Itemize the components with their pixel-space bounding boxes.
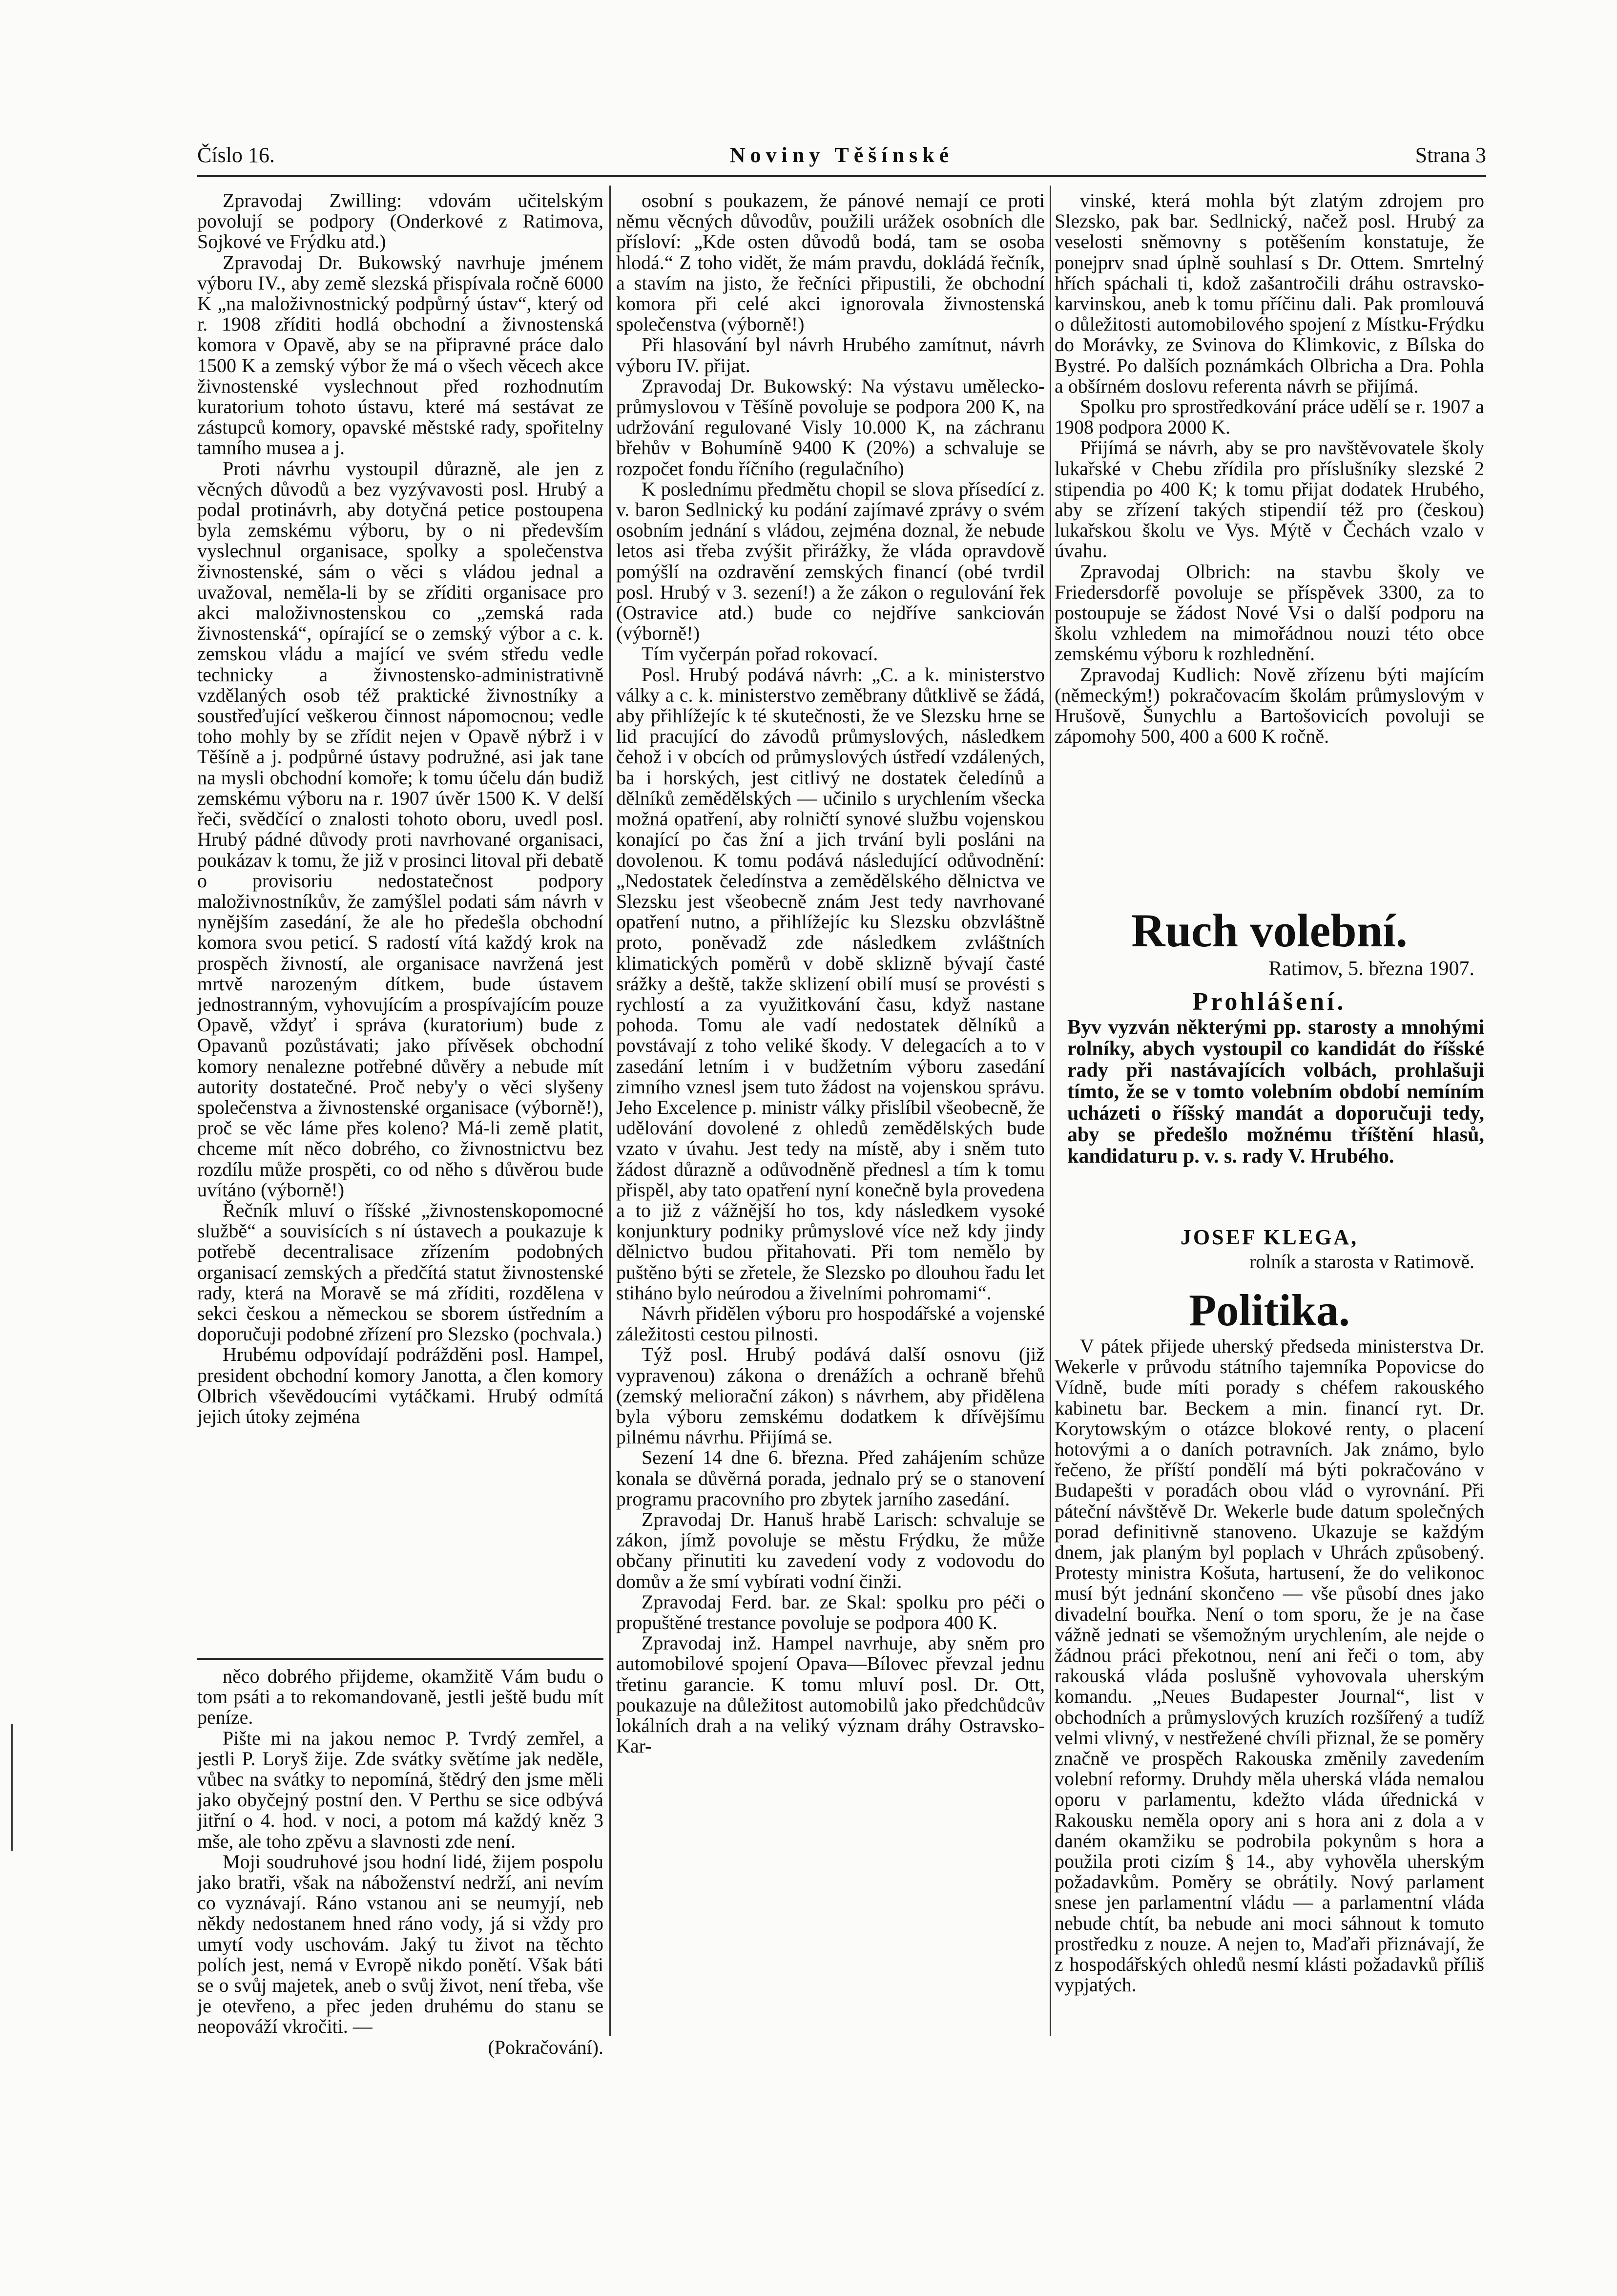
paragraph: Zpravodaj Dr. Bukowský: Na výstavu umělecko-průmyslovou v Těšíně povoluje se podpora 200 K, na udržování regulované Visly 10.000 K, na záchranu břehův v Bohumíně 9400 K (20%) a schvaluje se rozpočet fondu říčního (regulačního) bbox=[616, 375, 1045, 480]
paragraph: Zpravodaj Ferd. bar. ze Skal: spolku pro péči o propuštěné trestance povoluje se podpora 400 K. bbox=[616, 1590, 1045, 1634]
paragraph: Sezení 14 dne 6. března. Před zahájením schůze konala se důvěrná porada, jednalo prý se o stanovení programu pracovního pro zbytek jarního zasedání. bbox=[616, 1446, 1045, 1510]
paragraph: Přijímá se návrh, aby se pro navštěvovatele školy lukařské v Chebu zřídila pro příslušníky slezské 2 stipendia po 400 K; k tomu přijat dodatek Hrubého, aby se zřízení takých stipendií též pro (českou) lukařskou školu ve Vys. Mýtě v Čechách vzalo v úvahu. bbox=[1055, 437, 1484, 562]
signer-name: JOSEF KLEGA, bbox=[1180, 1225, 1359, 1249]
paragraph: Zpravodaj Olbrich: na stavbu školy ve Friedersdorfě povoluje se příspěvek 3300, za to postoupuje se žádost Nové Vsi o další podporu na školu vzhledem na mimořádnou nouzi této obce zemskému výboru k rozhlednění. bbox=[1055, 560, 1484, 665]
paragraph: Zpravodaj inž. Hampel navrhuje, aby sněm pro automobilové spojení Opava—Bílovec převzal jednu třetinu garancie. K tomu mluví posl. Dr. Ott, poukazuje na důležitost automobilů jako předchůdcův lokálních drah a na veliký význam dráhy Ostravsko-Kar- bbox=[616, 1632, 1045, 1757]
margin-mark bbox=[11, 1724, 13, 1851]
paragraph: Při hlasování byl návrh Hrubého zamítnut, návrh výboru IV. přijat. bbox=[616, 334, 1045, 376]
issue-number: Číslo 16. bbox=[197, 143, 275, 167]
column-divider-1 bbox=[609, 186, 611, 2036]
paragraph: Zpravodaj Zwilling: vdovám učitelským povolují se podpory (Onderkové z Ratimova, Sojkové ve Frýdku atd.) bbox=[197, 189, 603, 253]
paragraph: Řečník mluví o říšské „živnostenskopomocné službě“ a souvisících s ní ústavech a poukazuje k potřebě decentralisace zřízením podobných organisací zemských a předčítá statut živnostenské rady, která na Moravě se má zříditi, rozdělena v sekci českou a německou se sborem ústředním a doporučuji podobné zřízení pro Slezsko (pochvala.) bbox=[197, 1199, 603, 1345]
prohlaseni-text: Byv vyzván některými pp. starosty a mnohými rolníky, abych vystoupil co kandidát do říšské rady při nastávajících volbách, prohlašuji tímto, že se v tomto volebním období nemíním ucházeti o říšský mandát a doporučuji tedy, aby se předešlo možnému tříštění hlasů, kandidaturu p. v. s. rady V. Hrubého. bbox=[1067, 1016, 1484, 1168]
ruch-volebni-heading: Ruch volební. bbox=[1131, 904, 1408, 957]
paragraph: Návrh přidělen výboru pro hospodářské a vojenské záležitosti cestou pilnosti. bbox=[616, 1302, 1045, 1345]
paragraph: K poslednímu předmětu chopil se slova přísedící z. v. baron Sedlnický ku podání zajímavé zprávy o svém osobním jednání s vládou, zejména doznal, že nebude letos asi třeba zvýšit přirážky, že vláda opravdově pomýšlí na ozdravění zemských financí (obé tvrdil posl. Hrubý v 3. sezení!) a že zákon o regulování řek (Ostravice atd.) bude co nejdříve sankciován (výborně!) bbox=[616, 478, 1045, 645]
paragraph: osobní s poukazem, že pánové nemají ce proti němu věcných důvodův, použili urážek osobních dle přísloví: „Kde osten důvodů bodá, tam se osoba hlodá.“ Z toho vidět, že mám pravdu, dokládá řečník, a stavím na jisto, že řečníci připustili, že obchodní komora při celé akci ignorovala živnostenská společenstva (výborně!) bbox=[616, 189, 1045, 335]
paragraph: Zpravodaj Dr. Bukowský navrhuje jménem výboru IV., aby země slezská přispívala ročně 6000 K „na maloživnostnický podpůrný ústav“, který od r. 1908 zříditi hodlá obchodní a živnostenská komora v Opavě, aby se na připravné práce dalo 1500 K a zemský výbor že má o všech věcech akce živnostenské vyslechnout před rozhodnutím kuratorium tohoto ústavu, které má sestávat ze zástupců komory, opavské městské rady, spořitelny tamního musea a j. bbox=[197, 251, 603, 459]
paragraph: Proti návrhu vystoupil důrazně, ale jen z věcných důvodů a bez vyzývavosti posl. Hrubý a podal protinávrh, aby dotyčná petice postoupena byla zemskému výboru, by o ni především vyslechnul organisace, spolky a společenstva živnostenské, sám o věci s vládou jednal a uvažoval, neměla-li by se zříditi organisace pro akci maloživnostenskou co „zemská rada živnostenská“, opírající se o zemský výbor a c. k. zemskou vládu a mající ve svém středu vedle technicky a živnostensko-administrativně vzdělaných osob též praktické živnostníky a soustřeďující veškerou činnost nápomocnou; vedle toho mohly by se zřídit nejen v Opavě nýbrž i v Těšíně a j. podpůrné ústavy podružné, asi jak tane na mysli obchodní komoře; k tomu účelu dán budiž zemskému výboru na r. 1907 úvěr 1500 K. V delší řeči, svědčící o znalosti tohoto oboru, uvedl posl. Hrubý pádné důvody proti navrhované organisaci, poukázav k tomu, že již v prosinci litoval při debatě o provisoriu nedostatečnost podpory maloživnostníkův, že zamýšlel podati sám návrh v nynějším zasedání, že ale ho předešla obchodní komora svou peticí. S radostí vítá každý krok na prospěch živností, ale organisace navržená jest mrtvě narozeným dítkem, bude ústavem jednostranným, vyhovujícím a prospívajícím pouze Opavě, vždyť i správa (kuratorium) bude z Opavanů pozůstávati; jako přívěsek obchodní komory nenalezne potřebné důvěry a nebude mít autority dostatečné. Proč neby'y o věci slyšeny společenstva a živnostenské organisace (výborně!), proč se věc láme přes koleno? Má-li země platit, chceme mít něco dobrého, co živnostnictvu bez rozdílu může prospěti, co od něho s důvěrou bude uvítáno (výborně!) bbox=[197, 457, 603, 1201]
header-rule bbox=[197, 175, 1486, 177]
paragraph: V pátek přijede uherský předseda ministerstva Dr. Wekerle v průvodu státního tajemníka Popovicse do Vídně, bude míti porady s chéfem rakouského kabinetu bar. Beckem a min. financí ryt. Dr. Korytowským o otázce blokové renty, o placení hotovými a o daních potravních. Jak známo, bylo řečeno, že příští pondělí má býti pokračováno v Budapešti v poradách obou vlád o vyrovnání. Při páteční návštěvě Dr. Wekerle bude datum společných porad definitivně stanoveno. Ukazuje se každým dnem, jak planým byl poplach v Uhrách způsobený. Protesty ministra Košuta, hartusení, že do velikonoc musí být jednání skončeno — vše působí dnes jako divadelní bouřka. Není o tom sporu, že je na čase vážně jednati se všemožným urychlením, ale nejde o žádnou práci překotnou, není ani řeči o tom, aby rakouská vláda poslušně vyhovovala uherským komandu. „Neues Budapester Journal“, list v obchodních a průmyslových kruzích rozšířený a tudíž velmi vlivný, v nestřežené chvíli přiznal, že se poměry značně ve prospěch Rakouska změnily zavedením volební reformy. Druhdy měla uherská vláda nemalou oporu v parlamentu, kdežto vláda úřednická v Rakousku neměla opory ani s hora ani z dola a v daném okamžiku se podrobila pokynům s hora a použila proti cizím § 14., aby vyhověla uherským požadavkům. Poměry se obrátily. Nový parlament snese jen parlamentní vládu — a parlamentní vláda nebude chtít, ba nebude ani moci sáhnout k tomuto prostředku z nouze. A nejen to, Maďaři přiznávají, že z hospodářských ohledů nesmí klásti požadavků příliš vypjatých. bbox=[1055, 1335, 1484, 1996]
column-1 bbox=[197, 190, 603, 1655]
column-3 bbox=[1055, 190, 1484, 1021]
column-2 bbox=[616, 190, 1045, 2026]
paragraph: Zpravodaj Dr. Hanuš hrabě Larisch: schvaluje se zákon, jímž povoluje se městu Frýdku, že může občany přinutiti ku zavedení vody z vodovodu do domův a že smí vybírati vodní činži. bbox=[616, 1508, 1045, 1592]
politika-column bbox=[1055, 1336, 1484, 2078]
column-1-letter bbox=[197, 1665, 603, 2058]
signer-role: rolník a starosta v Ratimově. bbox=[1249, 1251, 1474, 1273]
paragraph: vinské, která mohla být zlatým zdrojem pro Slezsko, pak bar. Sedlnický, načež posl. Hrubý za veselosti sněmovny s potěšením konstatuje, že ponejprv snad úplně souhlasí s Dr. Ottem. Smrtelný hřích spáchali ti, kdož zašantročili dráhu ostravsko-karvinskou, aneb k tomu příčinu dali. Pak promlouvá o důležitosti automobilového spojení z Místku-Frýdku do Morávky, ze Svinova do Klimkovic, z Bílska do Bystré. Po dalších poznámkách Olbricha a Dra. Pohla a obšírném doslovu referenta návrh se přijímá. bbox=[1055, 189, 1484, 397]
page-number: Strana 3 bbox=[1415, 143, 1486, 167]
paragraph: Zpravodaj Kudlich: Nově zřízenu býti majícím (německým!) pokračovacím školám průmyslovým v Hrušově, Šunychlu a Bartošovicích povoluji se zápomohy 500, 400 a 600 K ročně. bbox=[1055, 663, 1484, 748]
continued-note: (Pokračování). bbox=[488, 2036, 603, 2058]
paragraph: Pište mi na jakou nemoc P. Tvrdý zemřel, a jestli P. Loryš žije. Zde svátky světíme jak neděle, vůbec na svátky to nepomíná, štědrý den jsme měli jako obyčejný postní den. V Perthu se sice odbývá jitřní o 4. hod. v noci, a potom má každý kněz 3 mše, ale toho zpěvu a slavnosti zde není. bbox=[197, 1727, 603, 1852]
prohlaseni-heading: Prohlášení. bbox=[1192, 988, 1347, 1016]
newspaper-title: Noviny Těšínské bbox=[729, 143, 954, 167]
politika-heading: Politika. bbox=[1189, 1285, 1350, 1335]
column-divider-2 bbox=[1050, 186, 1051, 2036]
paragraph: Tím vyčerpán pořad rokovací. bbox=[642, 643, 878, 665]
dateline: Ratimov, 5. března 1907. bbox=[1268, 958, 1474, 980]
paragraph: Týž posl. Hrubý podává další osnovu (již vypravenou) zákona o drenážích a ochraně břehů (zemský meliorační zákon) s návrhem, aby přidělena byla výboru zemskému dodatkem k dřívějšímu pilnému návrhu. Přijímá se. bbox=[616, 1343, 1045, 1448]
paragraph: Spolku pro sprostředkování práce udělí se r. 1907 a 1908 podpora 2000 K. bbox=[1055, 396, 1484, 438]
paragraph: Posl. Hrubý podává návrh: „C. a k. ministerstvo války a c. k. ministerstvo zeměbrany důtklivě se žádá, aby přihlížejíc k té skutečnosti, že ve Slezsku hrne se lid pracující do závodů průmyslových, následkem čehož i v obcích od průmyslových ústředí vzdálených, ba i horských, jest citlivý ne dostatek čeledínů a dělníků zemědělských — učinilo s urychlením všecka možná opatření, aby rolničtí synové službu vojenskou konající po čas žní a jich trvání byli posláni na dovolenou. K tomu podává následující odůvodnění: „Nedostatek čeledínstva a zemědělského dělnictva ve Slezsku jest všeobecně znám Jest tedy navrhované opatření nutno, a přihlížejíc ku Slezsku obzvláštně proto, poněvadž zde následkem zvláštních klimatických poměrů v době sklizně bývají časté srážky a deště, takže sklizení obilí musí se provésti s rychlostí a za využitkování času, když nastane pohoda. Tomu ale vadí nedostatek dělníků a povstávají z toho veliké škody. V delegacích a to v zasedání letním i v budžetním výboru zasedání zimního vznesl jsem tuto žádost na vojenskou správu. Jeho Excelence p. ministr války přislíbil všeobecně, že udělování dovolené z ohledů zemědělských bude vzato v úvahu. Jest tedy na místě, aby i sněm tuto žádost důrazně a odůvodněně přednesl a tím k tomu přispěl, aby tato opatření nyní konečně byla provedena a to již z vážnější ho tos, kdy následkem vysoké konjunktury podniky průmyslové více než kdy jindy dělnictvo budou přitahovati. Při tom nemělo by puštěno býti se zřetele, že Slezsko po dlouhou řadu let stiháno bylo neúrodou a živelními pohromami“. bbox=[616, 663, 1045, 1304]
paragraph: Moji soudruhové jsou hodní lidé, žijem pospolu jako bratři, však na náboženství nedrží, ani nevím co vyznávají. Ráno vstanou ani se neumyjí, neb někdy nedostanem hned ráno vody, já si vždy pro umytí vody uschovám. Jaký tu život na těchto polích jest, nemá v Evropě nikdo ponětí. Však báti se o svůj majetek, aneb o svůj život, není třeba, vše je otevřeno, a přec jeden druhému do stanu se neopováží vkročiti. — bbox=[197, 1850, 603, 2038]
section-divider bbox=[197, 1658, 603, 1660]
paragraph: něco dobrého přijdeme, okamžitě Vám budu o tom psáti a to rekomandovaně, jestli ještě budu mít peníze. bbox=[197, 1665, 603, 1729]
paragraph: Hrubému odpovídají podrážděni posl. Hampel, president obchodní komory Janotta, a člen komory Olbrich vševědoucími vytáčkami. Hrubý odmítá jejich útoky zejména bbox=[197, 1343, 603, 1427]
page-header bbox=[197, 143, 1486, 172]
